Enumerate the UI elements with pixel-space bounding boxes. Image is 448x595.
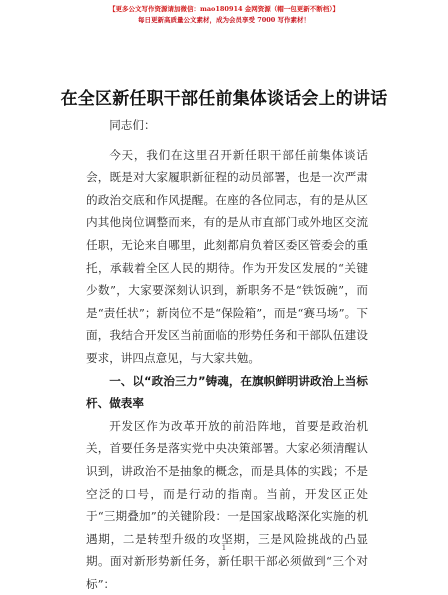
paragraph-section-1: 开发区作为改革开放的前沿阵地，首要是政治机关，首要任务是落实党中央决策部署。大家必须清醒认识到，讲政治不是抽象的概念，而是具体的实践；不是空泛的口号，而是行动的指南。当前，开发区正处于“三期叠加”的关键阶段：一是国家战略深化实施的机遇期，二是转型升级的攻坚期，三是风险挑战的凸显期。面对新形势新任务，新任职干部必须做到“三个对标”： (86, 418, 368, 591)
promo-line-2: 每日更新高质量公文素材，成为会员享受 7000 写作素材！ (137, 16, 311, 24)
document-title: 在全区新任职干部任前集体谈话会上的讲话 (60, 89, 388, 109)
salutation: 同志们： (109, 118, 156, 132)
promo-banner (0, 4, 448, 26)
promo-line-1: 【更多公文写作资源请加微信：mao180914 金网资源（帽一包更新不断档）】 (108, 5, 340, 13)
page-number: 1 (221, 544, 227, 552)
section-heading-1: 一、以“政治三力”铸魂，在旗帜鲜明讲政治上当标杆、做表率 (86, 373, 368, 411)
paragraph-intro: 今天，我们在这里召开新任职干部任前集体谈话会，既是对大家履职新征程的动员部署，也是一次严肃的政治交底和作风提醒。在座的各位同志，有的是从区内其他岗位调整而来，有的是从市直部门或外地区交流任职，无论来自哪里，此刻都肩负着区委区管委会的重托，承载着全区人民的期待。作为开发区发展的“关键少数”，大家要深刻认识到，新职务不是“铁饭碗”，而是“责任状”；新岗位不是“保险箱”，而是“赛马场”。下面，我结合开发区当前面临的形势任务和干部队伍建设要求，讲四点意见，与大家共勉。 (86, 147, 368, 365)
document-body (86, 114, 368, 595)
